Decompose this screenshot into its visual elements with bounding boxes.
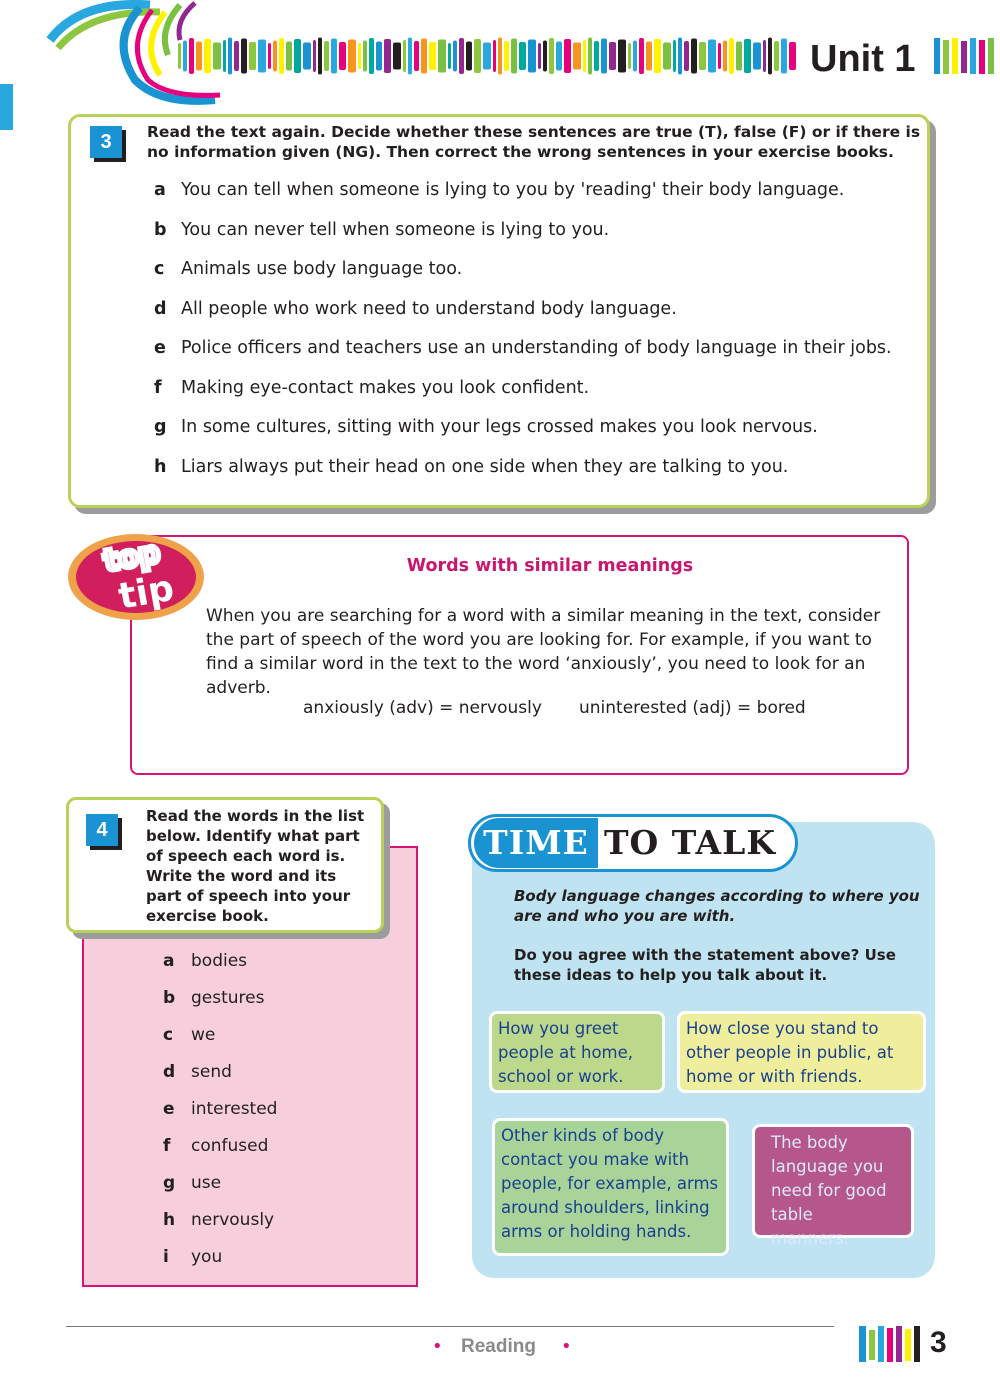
item-text: confused bbox=[191, 1136, 269, 1156]
list-item bbox=[154, 216, 892, 256]
item-letter: h bbox=[154, 456, 167, 477]
item-text: You can tell when someone is lying to you by 'reading' their body language. bbox=[181, 180, 845, 200]
header-stripe bbox=[358, 43, 361, 69]
header-stripe bbox=[601, 39, 607, 74]
header-stripe bbox=[744, 39, 751, 73]
time-to-talk-statement: Body language changes according to where you are and who you are with. bbox=[514, 887, 920, 925]
list-item bbox=[163, 1022, 277, 1059]
tip-body: When you are searching for a word with a similar meaning in the text, consider the part of speech of the word you are looking for. For example, if you want to find a similar word in the text to the word ‘anxiously’, you need to look for an adverb. bbox=[206, 606, 881, 698]
header-stripe bbox=[736, 42, 742, 71]
list-item bbox=[163, 1207, 277, 1244]
item-letter: g bbox=[154, 417, 167, 437]
tip-example-1: anxiously (adv) = nervously bbox=[303, 698, 542, 718]
item-text: you bbox=[191, 1247, 223, 1267]
exercise-4-list bbox=[163, 948, 277, 1281]
header-stripe bbox=[324, 41, 329, 71]
header-stripe bbox=[538, 43, 541, 69]
header-stripe bbox=[429, 42, 436, 70]
exercise-3-instruction: Read the text again. Decide whether these sentences are true (T), false (F) or if there is no information given (NG). Then correct the wrong sentences in your exercise books. bbox=[147, 123, 921, 161]
tip-example-2: uninterested (adj) = bored bbox=[579, 698, 806, 718]
item-letter: a bbox=[154, 180, 166, 200]
header-stripe bbox=[258, 40, 266, 73]
header-stripe bbox=[178, 43, 181, 69]
list-item bbox=[154, 453, 892, 493]
header-stripe bbox=[691, 39, 697, 74]
header-stripe bbox=[183, 41, 187, 72]
footer-bullet-right: • bbox=[561, 1336, 572, 1357]
list-item bbox=[163, 1170, 277, 1207]
header-stripe bbox=[213, 43, 221, 70]
header-stripe bbox=[588, 38, 592, 75]
header-stripe bbox=[718, 43, 721, 69]
idea-card-distance: How close you stand to other people in public, at home or with friends. bbox=[677, 1011, 926, 1093]
list-item bbox=[154, 413, 892, 453]
item-text: You can never tell when someone is lying to you. bbox=[181, 219, 610, 240]
item-letter: h bbox=[163, 1210, 176, 1230]
item-letter: f bbox=[154, 377, 162, 398]
header-stripe bbox=[459, 38, 464, 74]
header-stripe bbox=[504, 41, 509, 71]
header-stripe bbox=[583, 40, 586, 72]
header-stripe bbox=[654, 39, 661, 73]
header-stripe bbox=[448, 43, 451, 69]
header-stripe bbox=[781, 39, 787, 74]
header-stripe bbox=[474, 39, 481, 73]
exercise-4-number: 4 bbox=[86, 814, 118, 846]
header-stripe bbox=[204, 39, 211, 73]
header-stripe bbox=[223, 40, 226, 72]
header-stripe bbox=[249, 42, 256, 70]
item-letter: d bbox=[163, 1062, 176, 1082]
header-stripe bbox=[403, 40, 406, 72]
list-item bbox=[163, 985, 277, 1022]
header-stripe bbox=[708, 40, 716, 73]
list-item bbox=[154, 295, 892, 335]
header-stripe bbox=[493, 40, 496, 72]
header-stripe bbox=[303, 43, 311, 70]
footer-bullet-left: • bbox=[432, 1336, 443, 1357]
header-stripe bbox=[789, 42, 796, 70]
footer-section-label: Reading bbox=[461, 1336, 536, 1357]
header-stripe bbox=[699, 42, 706, 70]
header-stripe bbox=[453, 41, 457, 72]
item-letter: d bbox=[154, 298, 167, 319]
list-item bbox=[154, 255, 892, 295]
list-item bbox=[154, 334, 892, 374]
header-stripe bbox=[483, 43, 491, 70]
idea-card-table-manners: The body language you need for good table manners. bbox=[752, 1124, 914, 1238]
item-text: interested bbox=[191, 1099, 278, 1119]
item-letter: i bbox=[163, 1247, 169, 1267]
time-to-talk-title-talk: TO TALK bbox=[604, 823, 777, 862]
item-text: gestures bbox=[191, 988, 265, 1008]
header-stripe bbox=[498, 38, 502, 75]
header-stripe bbox=[234, 41, 239, 71]
list-item bbox=[163, 1096, 277, 1133]
header-stripe bbox=[543, 41, 547, 72]
tip-badge-top-text: top bbox=[101, 534, 163, 580]
item-letter: e bbox=[163, 1099, 175, 1119]
header-stripe bbox=[609, 42, 616, 70]
page-edge-tab bbox=[0, 84, 13, 130]
item-text: use bbox=[191, 1173, 222, 1193]
header-stripe bbox=[663, 43, 671, 70]
header-stripe bbox=[646, 42, 652, 71]
page-number-stripe-decoration bbox=[858, 1324, 928, 1364]
header-stripe bbox=[594, 41, 599, 71]
exercise-4-instruction: Read the words in the list below. Identify what part of speech each word is. Write the word and its part of speech into your exercise book. bbox=[146, 807, 365, 925]
header-stripe bbox=[564, 39, 571, 73]
unit-title: Unit 1 bbox=[810, 38, 916, 80]
header-stripe bbox=[369, 38, 374, 74]
header-stripe bbox=[633, 41, 637, 72]
header-stripe bbox=[528, 40, 536, 73]
header-stripe bbox=[774, 41, 779, 71]
header-stripe bbox=[438, 40, 446, 73]
item-text: In some cultures, sitting with your legs crossed makes you look nervous. bbox=[181, 417, 818, 437]
header-stripe bbox=[228, 38, 232, 75]
unit-stripe-decoration bbox=[932, 36, 998, 76]
header-stripe bbox=[678, 38, 682, 75]
tip-title: Words with similar meanings bbox=[406, 556, 694, 576]
item-letter: e bbox=[154, 338, 166, 358]
header-stripe bbox=[273, 41, 277, 72]
header-stripe bbox=[573, 43, 581, 70]
header-stripe bbox=[684, 41, 689, 71]
header-stripe bbox=[673, 40, 676, 72]
exercise-3-number: 3 bbox=[90, 126, 122, 158]
page-number: 3 bbox=[930, 1326, 947, 1359]
item-text: we bbox=[191, 1025, 216, 1045]
item-letter: c bbox=[163, 1025, 174, 1045]
idea-card-body-contact: Other kinds of body contact you make with people, for example, arms around shoulders, linking arms or holding hands. bbox=[492, 1118, 729, 1256]
header-stripe bbox=[549, 38, 554, 74]
header-stripe bbox=[376, 42, 382, 71]
header-stripe bbox=[189, 38, 194, 74]
header-stripe bbox=[294, 39, 301, 73]
tip-badge-tip-text: tip bbox=[115, 567, 178, 618]
header-stripe bbox=[331, 39, 337, 74]
list-item bbox=[163, 948, 277, 985]
list-item bbox=[163, 1133, 277, 1170]
item-text: send bbox=[191, 1062, 232, 1082]
header-stripe bbox=[421, 39, 427, 74]
header-stripe bbox=[723, 41, 727, 72]
header-stripe bbox=[618, 40, 626, 73]
header-stripe bbox=[279, 38, 284, 74]
exercise-3-list bbox=[154, 176, 892, 492]
item-text: nervously bbox=[191, 1210, 275, 1230]
header-stripe bbox=[363, 41, 367, 72]
header-stripe bbox=[628, 43, 631, 69]
header-stripe bbox=[393, 43, 401, 70]
header-stripe bbox=[768, 38, 772, 75]
header-stripe bbox=[348, 40, 356, 73]
header-stripe bbox=[763, 40, 766, 72]
header-stripe bbox=[339, 42, 346, 70]
item-letter: b bbox=[163, 988, 176, 1008]
header-stripe bbox=[268, 43, 271, 69]
time-to-talk-question: Do you agree with the statement above? Use these ideas to help you talk about it. bbox=[514, 946, 896, 984]
item-text: bodies bbox=[191, 951, 248, 971]
footer-divider bbox=[66, 1326, 834, 1327]
header-stripe bbox=[241, 39, 247, 74]
header-stripe bbox=[408, 38, 412, 75]
header-stripe bbox=[556, 42, 562, 71]
header-stripe bbox=[313, 40, 316, 72]
header-stripe bbox=[753, 43, 761, 70]
item-text: Police officers and teachers use an understanding of body language in their jobs. bbox=[181, 338, 892, 358]
header-stripe bbox=[519, 42, 526, 70]
item-letter: g bbox=[163, 1173, 176, 1193]
item-letter: a bbox=[163, 951, 175, 971]
item-text: Making eye-contact makes you look confident. bbox=[181, 377, 590, 398]
item-letter: c bbox=[154, 259, 165, 279]
list-item bbox=[154, 176, 892, 216]
header-stripe bbox=[196, 42, 202, 71]
item-text: Liars always put their head on one side when they are talking to you. bbox=[181, 456, 789, 477]
header-stripe bbox=[639, 38, 644, 74]
item-letter: b bbox=[154, 219, 167, 240]
item-letter: f bbox=[163, 1136, 171, 1156]
list-item bbox=[163, 1059, 277, 1096]
list-item bbox=[154, 374, 892, 414]
time-to-talk-title-time: TIME bbox=[474, 818, 598, 868]
idea-card-greeting: How you greet people at home, school or work. bbox=[489, 1011, 665, 1093]
header-stripe-decoration bbox=[178, 36, 798, 76]
list-item bbox=[163, 1244, 277, 1281]
header-stripe bbox=[511, 39, 517, 74]
top-tip-badge bbox=[66, 530, 206, 622]
header-stripe bbox=[384, 39, 391, 73]
item-text: All people who work need to understand body language. bbox=[181, 298, 677, 319]
header-stripe bbox=[729, 38, 734, 74]
header-stripe bbox=[414, 41, 419, 71]
item-text: Animals use body language too. bbox=[181, 259, 463, 279]
header-stripe bbox=[318, 38, 322, 75]
header-stripe bbox=[286, 42, 292, 71]
header-stripe bbox=[466, 42, 472, 71]
